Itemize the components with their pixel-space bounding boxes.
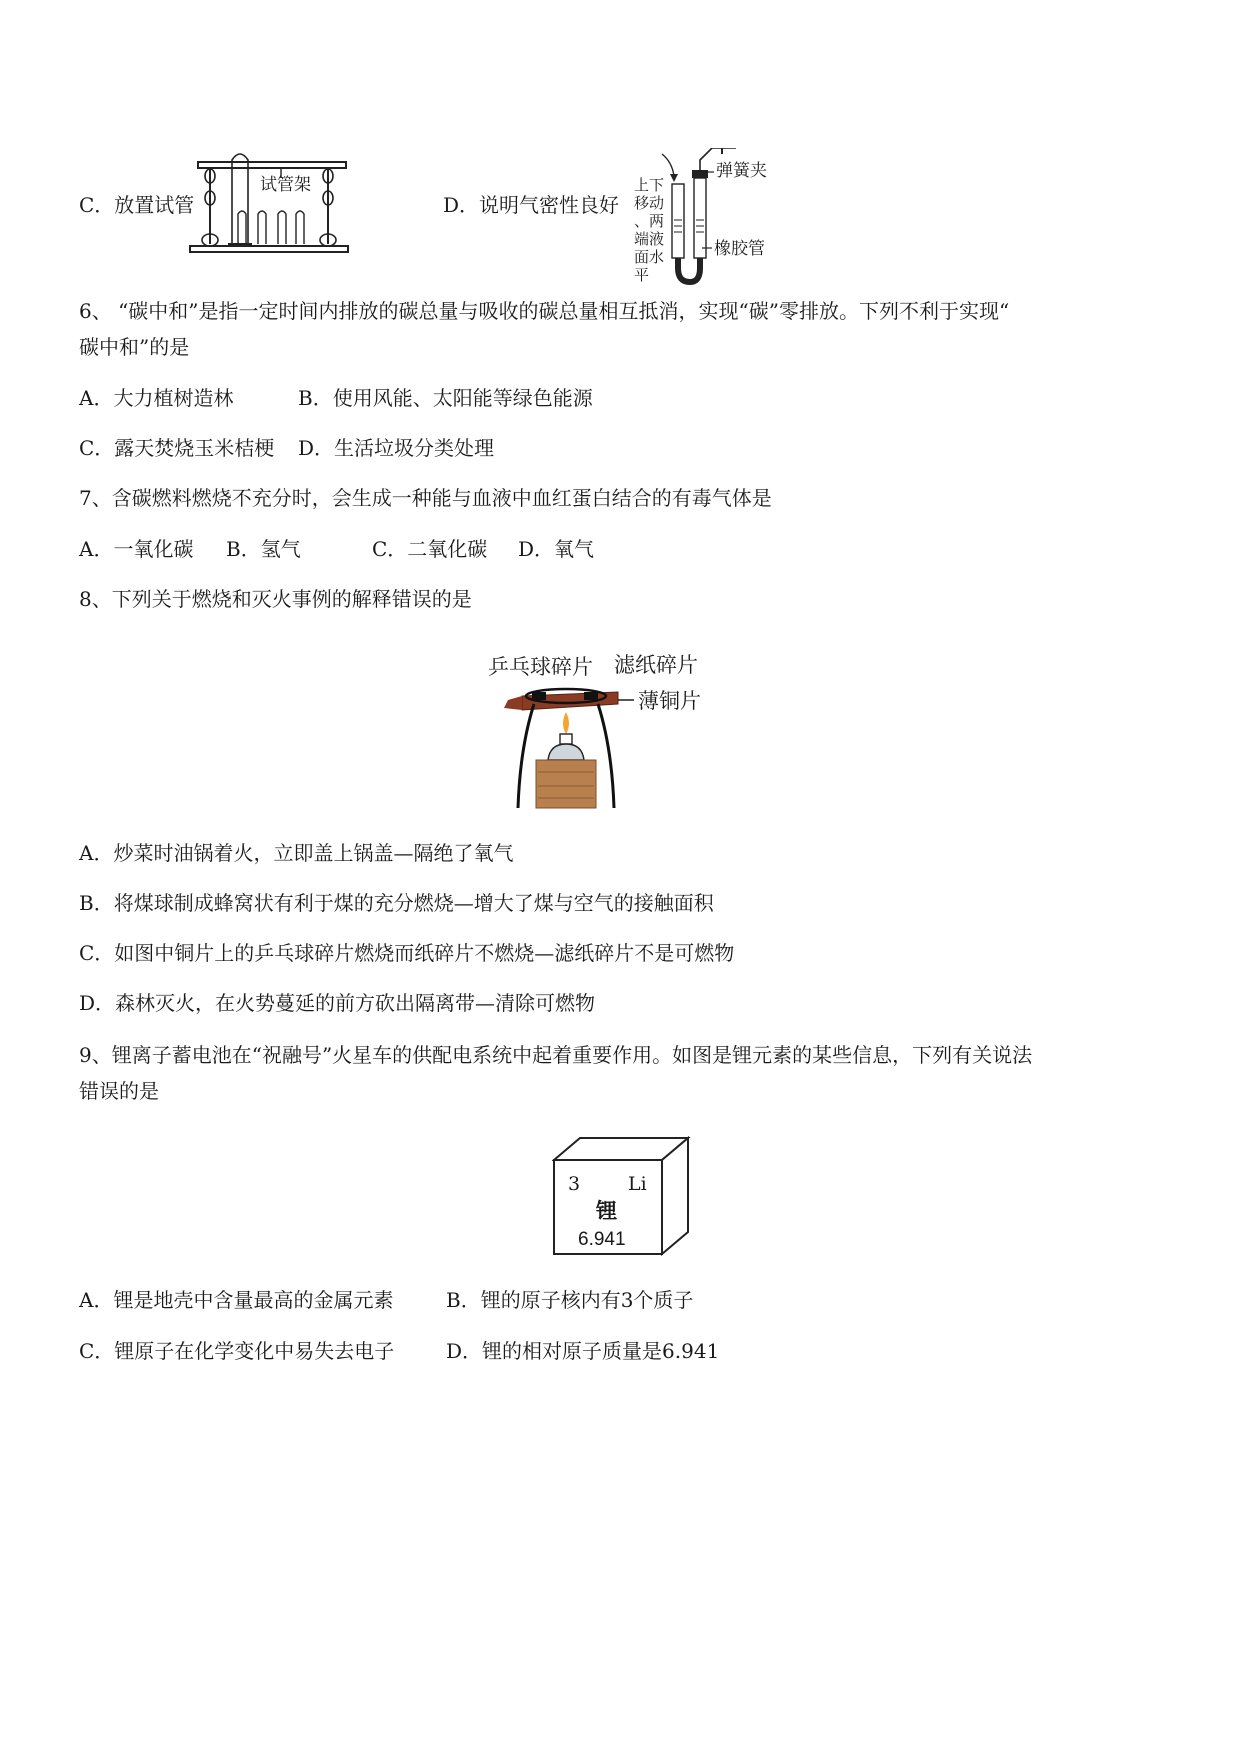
element-name: 锂 <box>596 1198 617 1223</box>
q9-option-a: A．锂是地壳中含量最高的金属元素 <box>79 1288 394 1312</box>
q6-option-a: A．大力植树造林 <box>79 386 234 410</box>
left-note-line: 上下 <box>634 176 665 194</box>
lithium-element-card <box>552 1136 692 1262</box>
q6-option-b: B．使用风能、太阳能等绿色能源 <box>298 386 593 410</box>
q8-option-b: B．将煤球制成蜂窝状有利于煤的充分燃烧—增大了煤与空气的接触面积 <box>79 891 714 915</box>
test-tube-rack-label: 试管架 <box>260 175 311 195</box>
q8-option-c: C．如图中铜片上的乒乓球碎片燃烧而纸碎片不燃烧—滤纸碎片不是可燃物 <box>79 941 735 965</box>
q8-option-d: D．森林灭火，在火势蔓延的前方砍出隔离带—清除可燃物 <box>79 991 596 1015</box>
q5-option-c: C．放置试管 <box>79 193 195 217</box>
q7-option-d: D．氧气 <box>518 537 595 561</box>
spring-clip-label: 弹簧夹 <box>716 161 767 181</box>
q7-option-b: B．氢气 <box>226 537 301 561</box>
copper-sheet-label: 薄铜片 <box>638 689 701 713</box>
rubber-tube-label: 橡胶管 <box>714 239 765 259</box>
element-symbol: Li <box>628 1173 647 1195</box>
q6-stem-line-1: 6、 “碳中和”是指一定时间内排放的碳总量与吸收的碳总量相互抵消，实现“碳”零排放。下列不利于实现“ <box>79 299 1010 323</box>
q9-stem-line-2: 错误的是 <box>79 1079 159 1103</box>
left-note-line: 面水 <box>634 248 665 266</box>
atomic-number: 3 <box>568 1173 581 1195</box>
q9-stem-line-1: 9、锂离子蓄电池在“祝融号”火星车的供配电系统中起着重要作用。如图是锂元素的某些信息，下列有关说法 <box>79 1043 1033 1067</box>
left-note-line: 、两 <box>634 212 665 230</box>
pingpong-label: 乒乓球碎片 <box>488 655 593 679</box>
q8-stem: 8、下列关于燃烧和灭火事例的解释错误的是 <box>79 587 472 611</box>
q9-option-d: D．锂的相对原子质量是6.941 <box>446 1339 720 1363</box>
left-note-line: 端液 <box>634 230 665 248</box>
q6-option-c: C．露天焚烧玉米桔梗 <box>79 436 275 460</box>
test-tube-rack-figure <box>188 148 350 258</box>
left-note-line: 移动 <box>634 194 665 212</box>
left-note-line: 平 <box>634 266 650 284</box>
q8-option-a: A．炒菜时油锅着火，立即盖上锅盖—隔绝了氧气 <box>79 841 514 865</box>
airtightness-figure <box>632 148 772 300</box>
atomic-mass: 6.941 <box>578 1229 626 1250</box>
q7-stem: 7、含碳燃料燃烧不充分时，会生成一种能与血液中血红蛋白结合的有毒气体是 <box>79 486 772 510</box>
q6-option-d: D．生活垃圾分类处理 <box>298 436 495 460</box>
q9-option-c: C．锂原子在化学变化中易失去电子 <box>79 1339 395 1363</box>
q7-option-a: A．一氧化碳 <box>79 537 194 561</box>
q5-option-d: D．说明气密性良好 <box>443 193 620 217</box>
filter-paper-label: 滤纸碎片 <box>614 653 698 677</box>
combustion-experiment-figure <box>488 648 740 810</box>
q9-option-b: B．锂的原子核内有3个质子 <box>446 1288 694 1312</box>
q6-stem-line-2: 碳中和”的是 <box>79 335 190 359</box>
q7-option-c: C．二氧化碳 <box>372 537 488 561</box>
